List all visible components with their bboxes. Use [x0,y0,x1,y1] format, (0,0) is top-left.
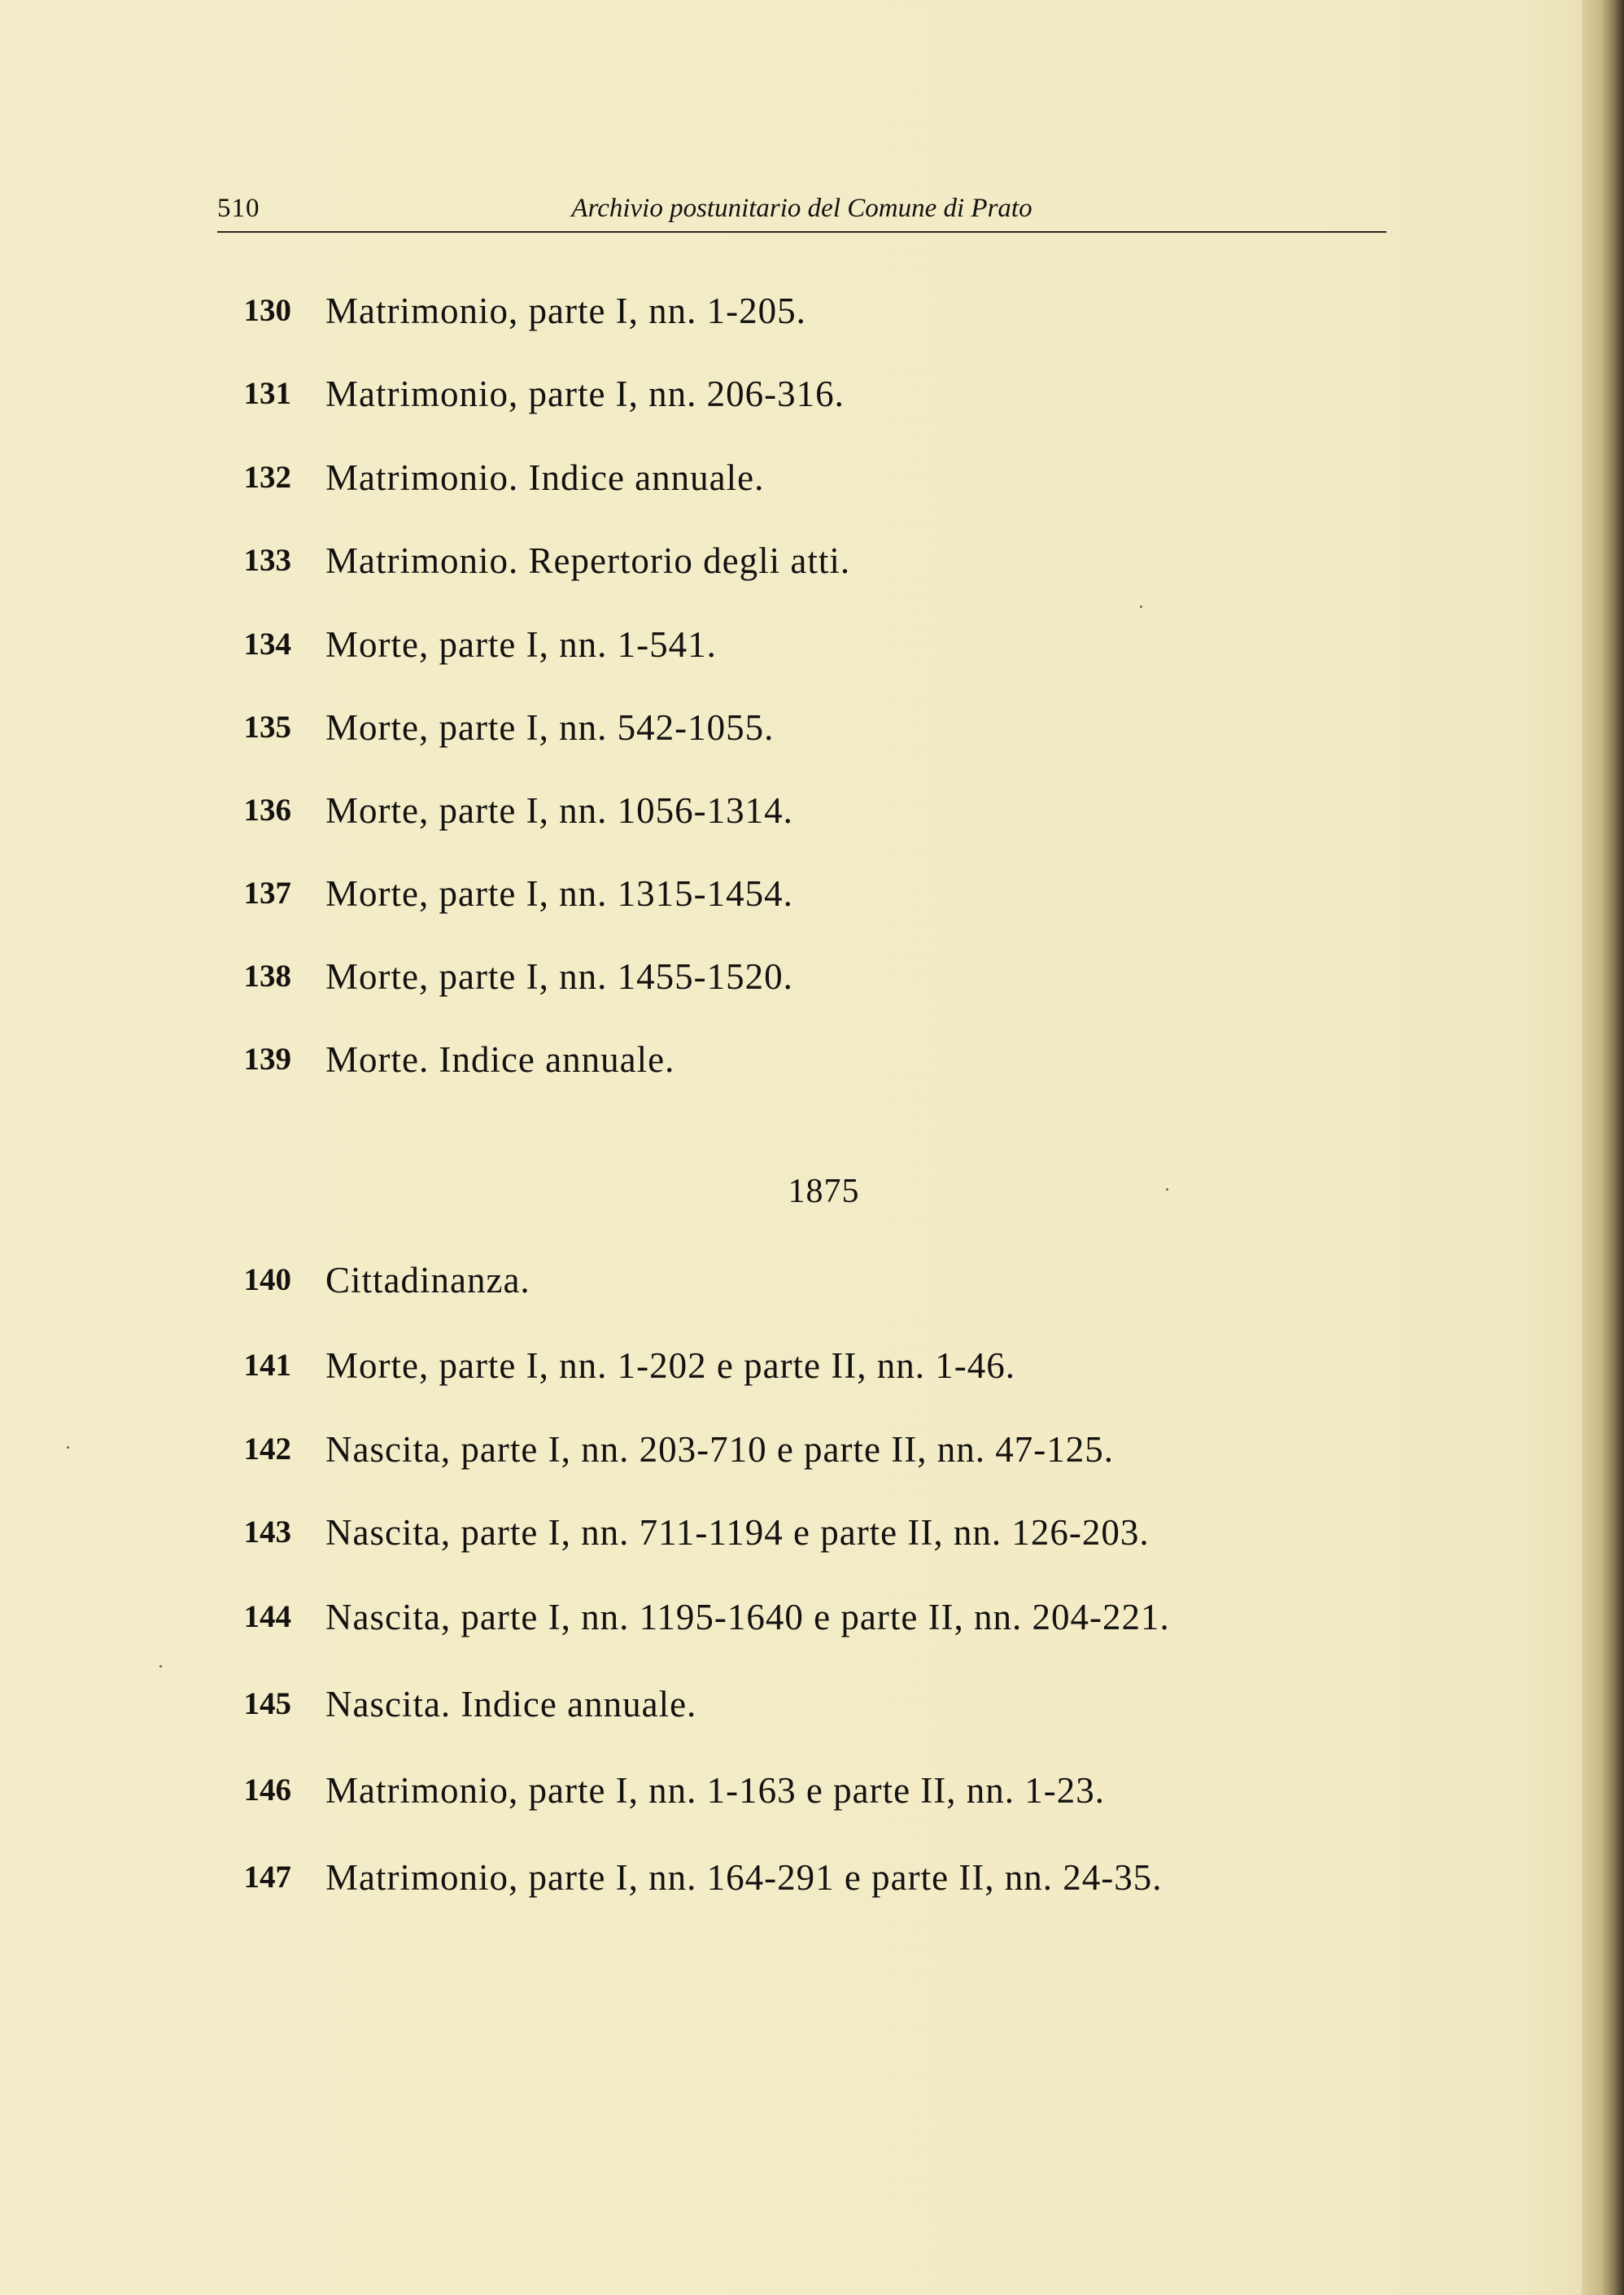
book-spine-shadow [1582,0,1624,2295]
entry-description: Nascita, parte I, nn. 711-1194 e parte II, nn. 126-203. [325,1512,1150,1553]
entry-number: 141 [243,1348,291,1383]
entry-description: Matrimonio, parte I, nn. 206-316. [325,374,845,414]
inventory-entry [0,620,1383,669]
entry-description: Morte. Indice annuale. [325,1039,675,1080]
entry-number: 136 [243,793,291,828]
inventory-entry [0,1766,1383,1815]
entry-description: Nascita. Indice annuale. [325,1684,697,1725]
entry-number: 130 [243,293,291,328]
inventory-entry [0,1341,1383,1390]
entry-description: Nascita, parte I, nn. 203-710 e parte II, nn. 47-125. [325,1429,1114,1470]
entry-number: 140 [243,1262,291,1297]
entry-description: Cittadinanza. [325,1260,530,1300]
entry-description: Matrimonio, parte I, nn. 1-205. [325,291,806,331]
running-title: Archivio postunitario del Comune di Prato [571,194,1032,223]
inventory-entry [0,369,1383,418]
entry-description: Matrimonio, parte I, nn. 164-291 e parte II, nn. 24-35. [325,1857,1163,1898]
inventory-entry [0,1593,1383,1641]
inventory-entry [0,703,1383,752]
entry-number: 138 [243,959,291,994]
entry-number: 132 [243,460,291,495]
entry-number: 144 [243,1599,291,1634]
entry-description: Matrimonio. Repertorio degli atti. [325,540,851,581]
inventory-entry [0,1680,1383,1729]
entry-description: Morte, parte I, nn. 1056-1314. [325,790,793,831]
entry-number: 139 [243,1042,291,1077]
inventory-entry [0,786,1383,835]
entry-number: 134 [243,627,291,662]
inventory-entry [0,286,1383,335]
entry-description: Morte, parte I, nn. 1315-1454. [325,873,793,914]
inventory-entry [0,536,1383,585]
inventory-entry [0,869,1383,918]
inventory-entry [0,1425,1383,1474]
inventory-entry [0,952,1383,1001]
entry-number: 137 [243,876,291,911]
entry-number: 142 [243,1432,291,1467]
inventory-entry [0,1853,1383,1902]
entry-number: 145 [243,1686,291,1721]
page-number: 510 [217,194,260,223]
entry-description: Morte, parte I, nn. 1-202 e parte II, nn. 1-46. [325,1345,1015,1386]
paper-speck [159,1665,162,1668]
entry-number: 133 [243,543,291,578]
entry-description: Morte, parte I, nn. 1-541. [325,624,717,665]
page-header [217,190,1386,233]
entry-description: Matrimonio, parte I, nn. 1-163 e parte II, nn. 1-23. [325,1770,1105,1811]
entry-number: 147 [243,1860,291,1895]
inventory-entry [0,1256,1383,1305]
entry-description: Morte, parte I, nn. 1455-1520. [325,956,793,997]
paper-speck [1166,1188,1168,1191]
entry-number: 146 [243,1773,291,1808]
paper-speck [1140,605,1142,608]
inventory-entry [0,1508,1383,1557]
inventory-entry [0,453,1383,502]
entry-number: 135 [243,710,291,745]
entry-description: Matrimonio. Indice annuale. [325,457,765,498]
year-heading: 1875 [788,1173,860,1210]
entry-description: Nascita, parte I, nn. 1195-1640 e parte II, nn. 204-221. [325,1597,1170,1637]
entry-description: Morte, parte I, nn. 542-1055. [325,707,775,748]
entry-number: 143 [243,1515,291,1550]
entry-number: 131 [243,376,291,411]
inventory-entry [0,1035,1383,1084]
